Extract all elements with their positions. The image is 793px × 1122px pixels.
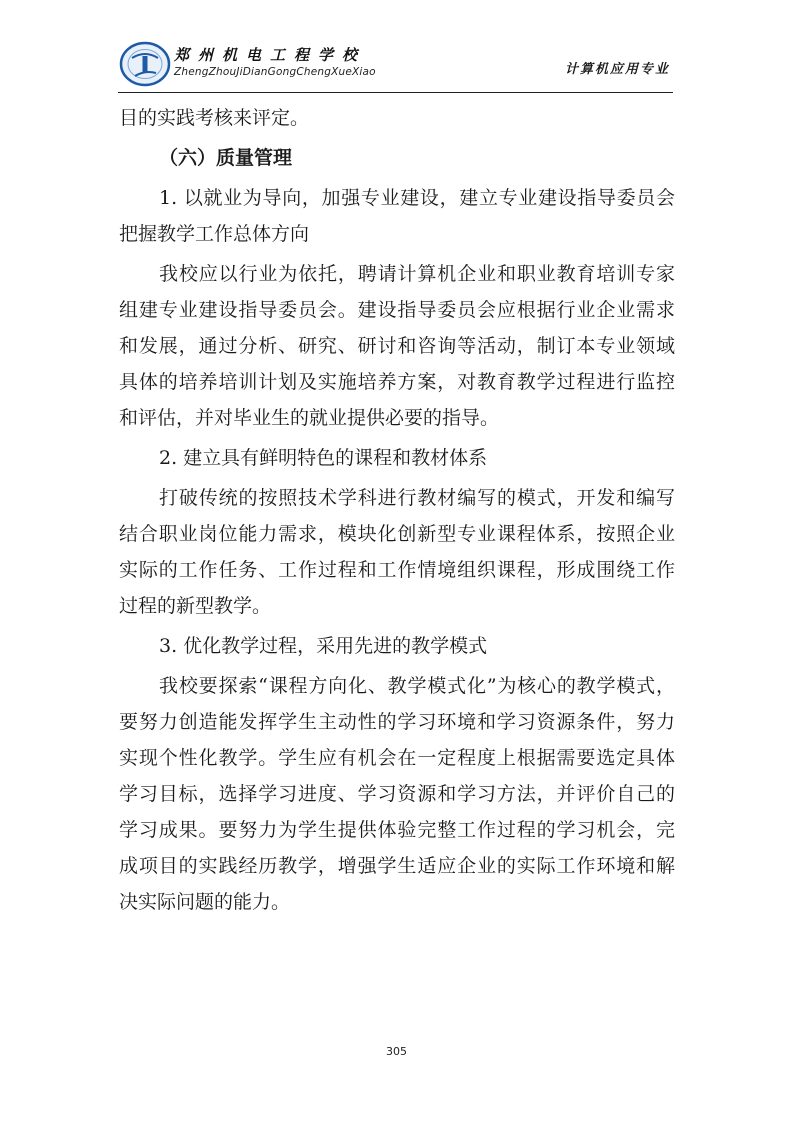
paragraph-line: 实现个性化教学。学生应有机会在一定程度上根据需要选定具体: [119, 747, 675, 769]
item-title: 1. 以就业为导向，加强专业建设，建立专业建设指导委员会: [159, 187, 675, 209]
paragraph-line: 决实际问题的能力。: [119, 891, 291, 913]
paragraph-line: 目的实践考核来评定。: [119, 107, 310, 129]
paragraph-line: 组建专业建设指导委员会。建设指导委员会应根据行业企业需求: [119, 299, 675, 321]
item-title: 3. 优化教学过程，采用先进的教学模式: [159, 635, 488, 657]
paragraph-line: 结合职业岗位能力需求，模块化创新型专业课程体系，按照企业: [119, 523, 675, 545]
document-body: [119, 100, 675, 920]
paragraph-line: 成项目的实践经历教学，增强学生适应企业的实际工作环境和解: [119, 855, 675, 877]
item-title: 把握教学工作总体方向: [119, 223, 310, 245]
paragraph-line: 我校应以行业为依托，聘请计算机企业和职业教育培训专家: [159, 263, 675, 285]
school-name-en: ZhengZhouJiDianGongChengXueXiao: [174, 66, 376, 78]
paragraph-line: 我校要探索“课程方向化、教学模式化”为核心的教学模式，: [159, 675, 675, 697]
item-title: 2. 建立具有鲜明特色的课程和教材体系: [159, 447, 488, 469]
section-title: （六）质量管理: [159, 147, 293, 169]
paragraph-line: 学习目标，选择学习进度、学习资源和学习方法，并评价自己的: [119, 783, 675, 805]
paragraph-line: 和发展，通过分析、研究、研讨和咨询等活动，制订本专业领域: [119, 335, 675, 357]
header-divider: [118, 92, 673, 93]
school-name-cn: 郑州机电工程学校: [174, 46, 367, 64]
paragraph-line: 要努力创造能发挥学生主动性的学习环境和学习资源条件，努力: [119, 711, 675, 733]
paragraph-line: 和评估，并对毕业生的就业提供必要的指导。: [119, 407, 500, 429]
paragraph-line: 过程的新型教学。: [119, 595, 272, 617]
page-header: [118, 40, 678, 92]
school-emblem-icon: [118, 40, 172, 88]
page-number: 305: [386, 1045, 407, 1058]
paragraph-line: 学习成果。要努力为学生提供体验完整工作过程的学习机会，完: [119, 819, 675, 841]
paragraph-line: 实际的工作任务、工作过程和工作情境组织课程，形成围绕工作: [119, 559, 675, 581]
paragraph-line: 具体的培养培训计划及实施培养方案，对教育教学过程进行监控: [119, 371, 675, 393]
paragraph-line: 打破传统的按照技术学科进行教材编写的模式，开发和编写: [159, 487, 675, 509]
major-label: 计算机应用专业: [564, 62, 670, 77]
